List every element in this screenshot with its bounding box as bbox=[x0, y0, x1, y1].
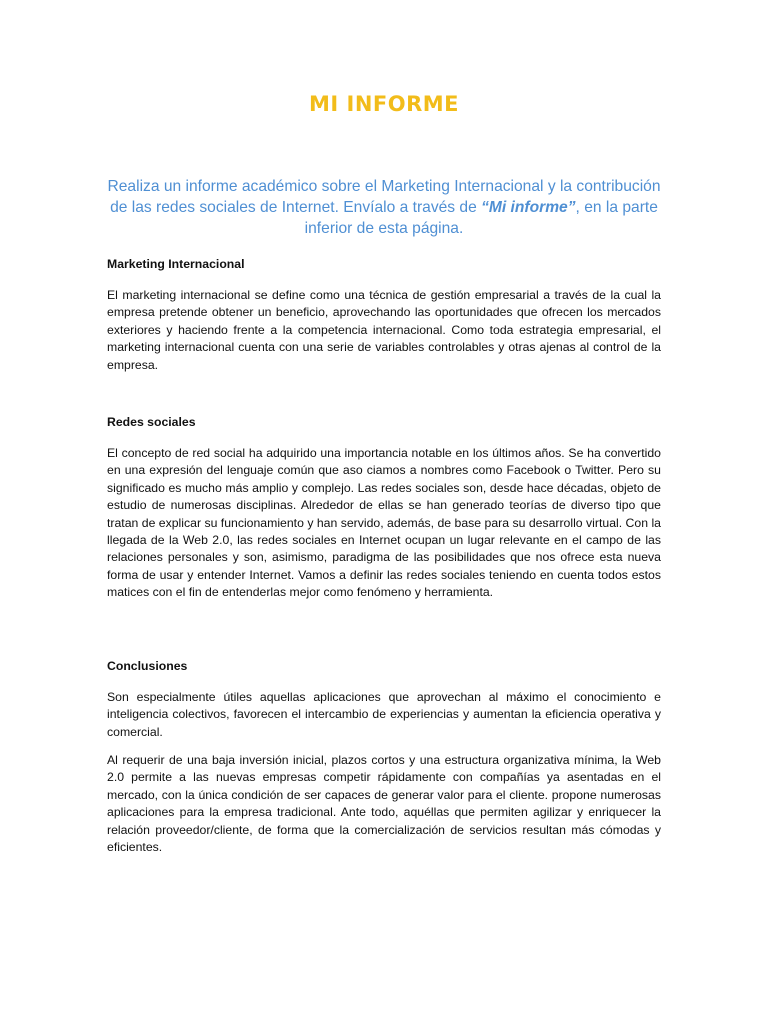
instructions-text-start: Realiza un informe académico sobre el Marketing Internacional y la contribución de las redes sociales de Internet. Envíalo a través de bbox=[107, 178, 661, 216]
document-title: MI INFORME bbox=[308, 92, 460, 116]
mi-informe-emphasis: “Mi informe” bbox=[481, 199, 576, 216]
section-paragraph-redes: El concepto de red social ha adquirido una importancia notable en los últimos años. Se ha convertido en una expresión del lenguaje común que aso ciamos a nombres como Facebook o Twitter. Pero su significado es mucho más amplio y complejo. Las redes sociales son, desde hace décadas, objeto de estudio de numerosas disciplinas. Alrededor de ellas se han generado teorías de diverso tipo que tratan de explicar su funcionamiento y han servido, además, de base para su desarrollo virtual. Con la llegada de la Web 2.0, las redes sociales en Internet ocupan un lugar relevante en el campo de las relaciones personales y son, asimismo, paradigma de las posibilidades que nos ofrece esta nueva forma de usar y entender Internet. Vamos a definir las redes sociales teniendo en cuenta todos estos matices con el fin de entenderlas mejor como fenómeno y herramienta. bbox=[107, 446, 661, 600]
section-heading-conclusiones: Conclusiones bbox=[107, 659, 188, 673]
section-paragraph-conclusiones-2: Al requerir de una baja inversión inicial, plazos cortos y una estructura organizativa mínima, la Web 2.0 permite a las nuevas empresas competir rápidamente con compañías ya asentadas en el mercado, con la única condición de ser capaces de generar valor para el cliente. propone numerosas aplicaciones para la empresa tradicional. Ante todo, aquéllas que permiten agilizar y enriquecer la relación proveedor/cliente, de forma que la comercialización de servicios resultan más cómodas y eficientes. bbox=[107, 753, 661, 855]
section-heading-redes: Redes sociales bbox=[107, 415, 196, 429]
section-paragraph-conclusiones-1: Son especialmente útiles aquellas aplicaciones que aprovechan al máximo el conocimiento e inteligencia colectivos, favorecen el intercambio de experiencias y aumentan la eficiencia operativa y comercial. bbox=[107, 690, 661, 739]
section-heading-marketing: Marketing Internacional bbox=[107, 257, 245, 271]
instructions-text-end: , en la parte inferior de esta página. bbox=[304, 199, 658, 237]
document-instructions bbox=[100, 176, 668, 239]
section-paragraph-marketing: El marketing internacional se define como una técnica de gestión empresarial a través de la cual la empresa pretende obtener un beneficio, aprovechando las oportunidades que ofrecen los mercados exteriores y haciendo frente a la competencia internacional. Como toda estrategia empresarial, el marketing internacional cuenta con una serie de variables controlables y otras ajenas al control de la empresa. bbox=[107, 288, 661, 372]
